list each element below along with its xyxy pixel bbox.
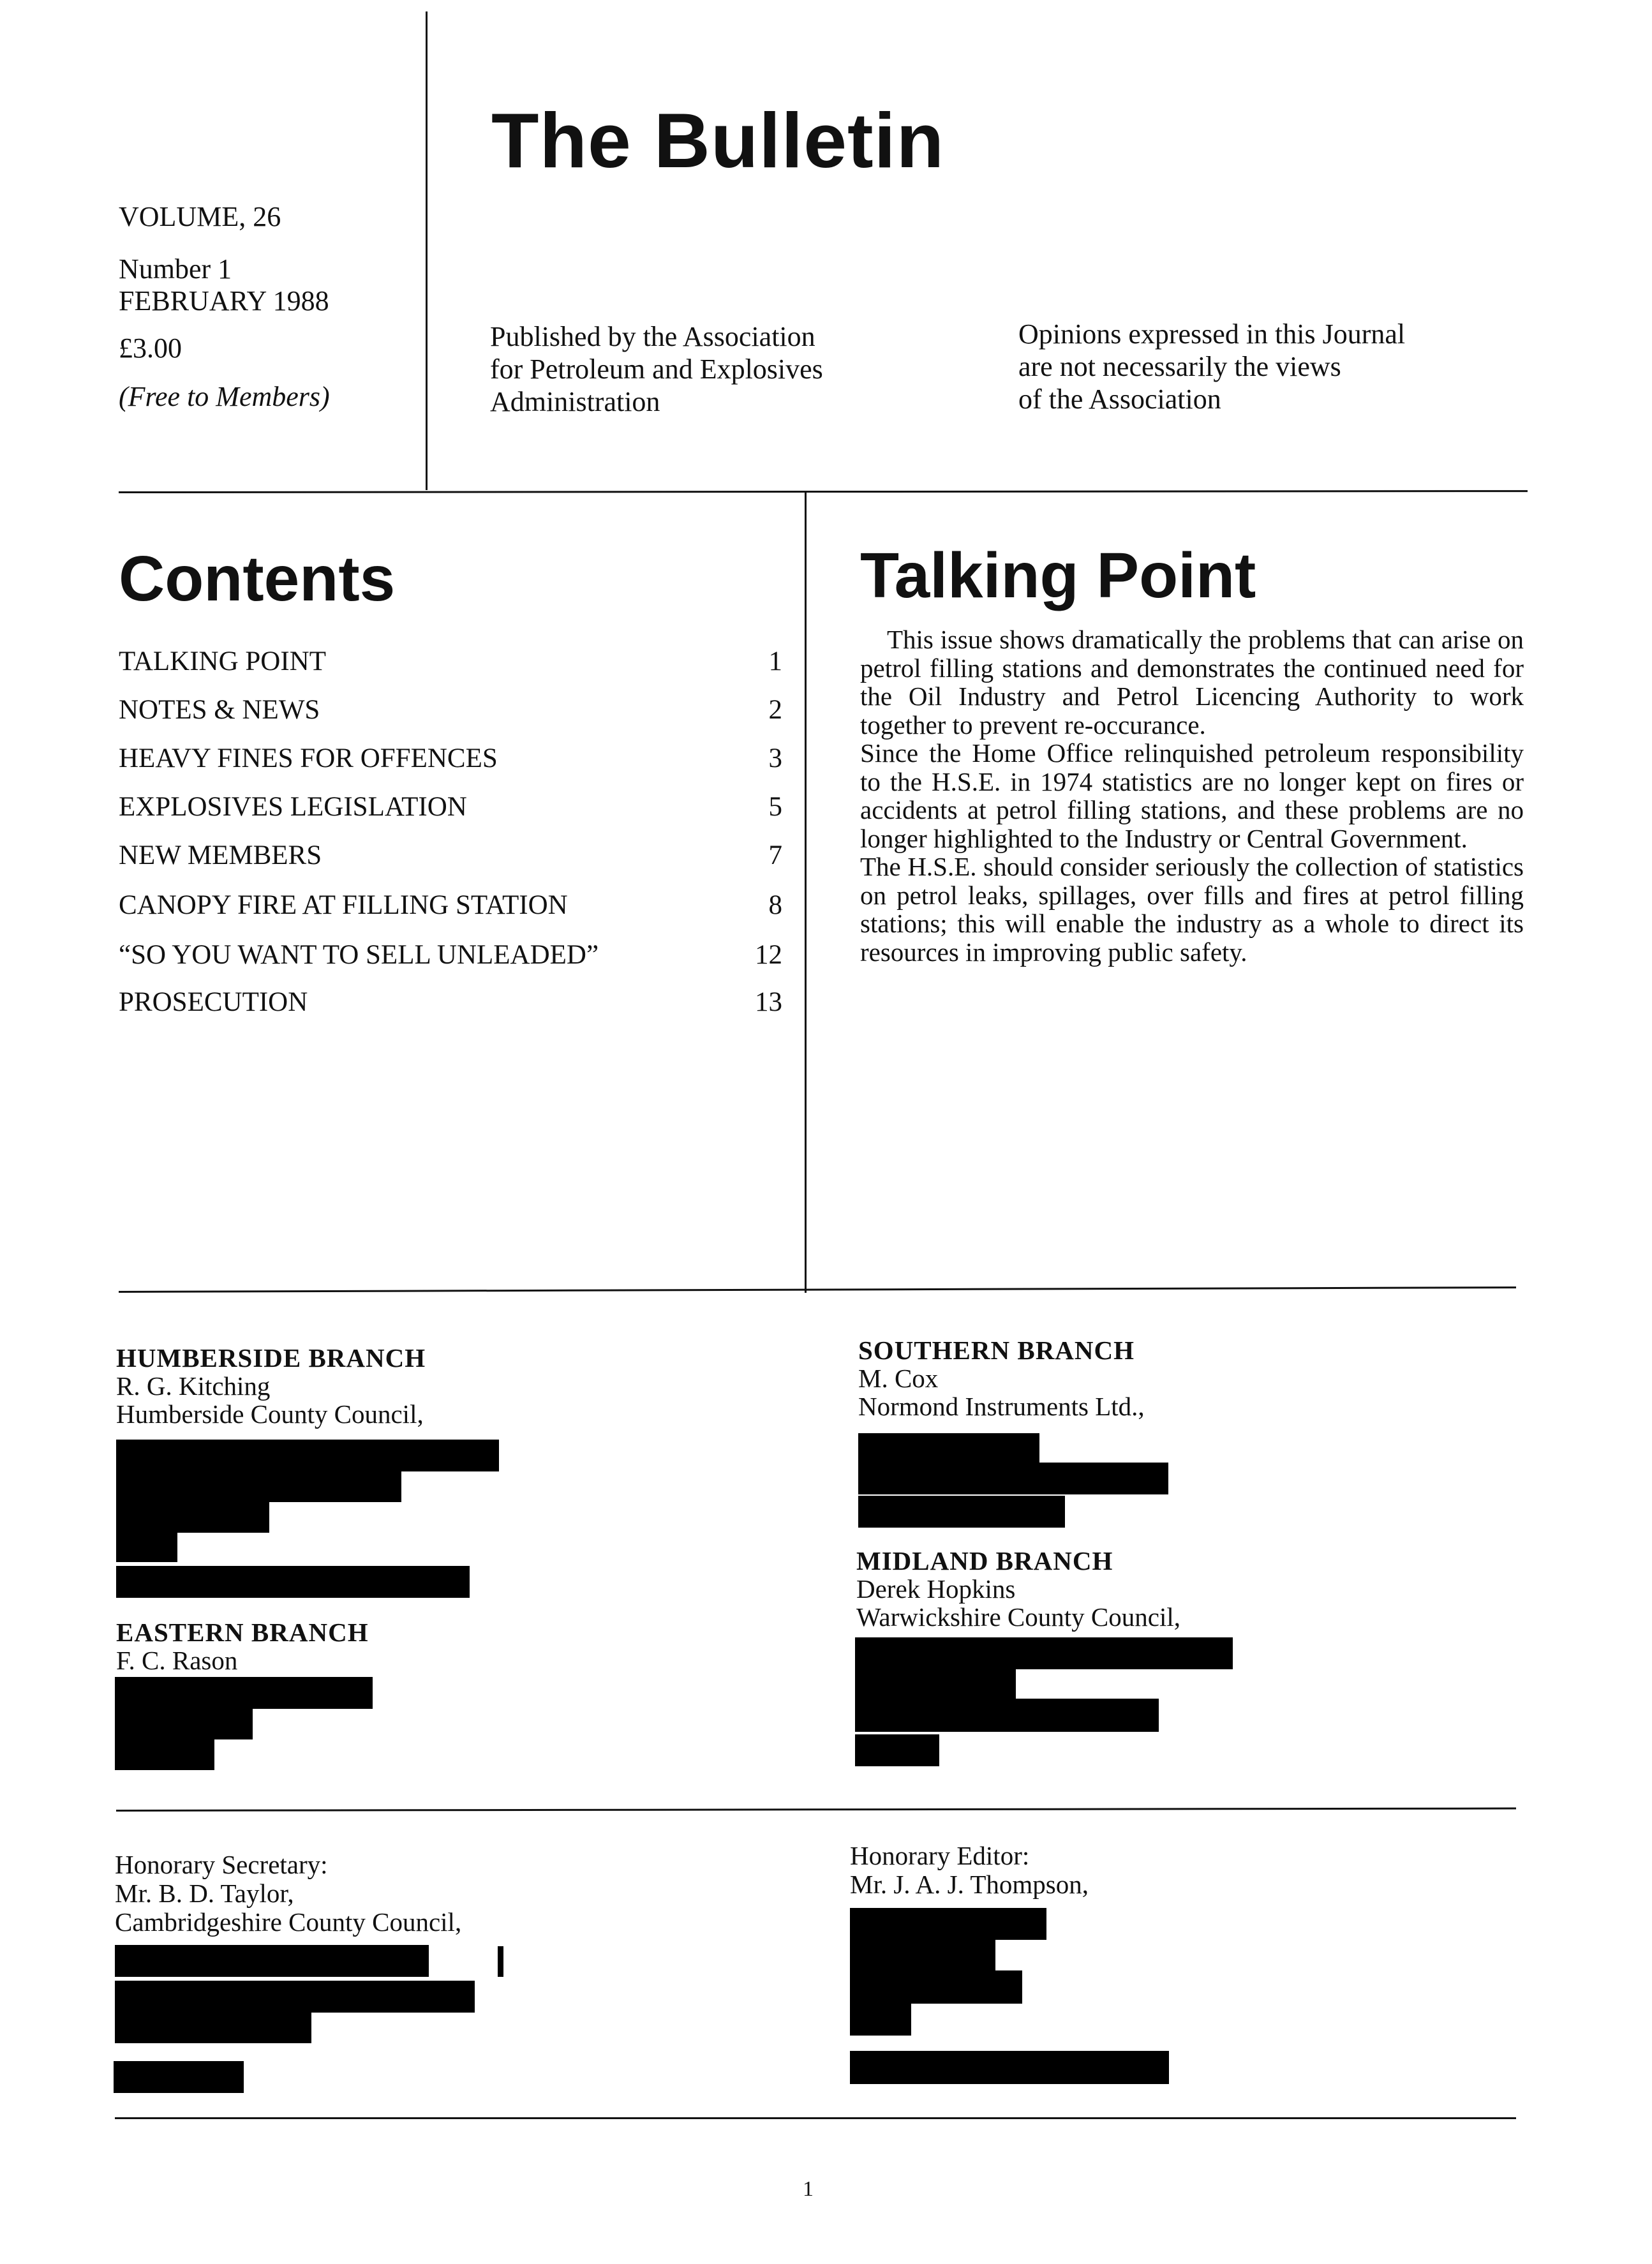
free-to-members: (Free to Members) [119,381,330,412]
contents-item-title: PROSECUTION [119,987,308,1017]
disclaimer-line: are not necessarily the views [1018,351,1341,382]
contents-item-title: NOTES & NEWS [119,695,320,725]
publication-title: The Bulletin [491,97,945,184]
publisher-line: for Petroleum and Explosives [490,354,823,385]
branch-name: SOUTHERN BRANCH [858,1336,1135,1365]
contents-item-title: HEAVY FINES FOR OFFENCES [119,743,498,773]
redaction-bar [850,1940,995,1972]
southern-branch [858,1336,1145,1420]
redaction-bar [115,1945,429,1977]
branches-bottom-rule [116,1808,1516,1812]
contents-bottom-rule [119,1286,1516,1293]
redaction-bar [498,1946,503,1977]
contents-item-title: EXPLOSIVES LEGISLATION [119,792,467,822]
contents-item [119,939,782,978]
branch-contact-name: M. Cox [858,1364,939,1393]
contents-item-page: 1 [768,646,782,676]
branch-organisation: Humberside County Council, [116,1399,424,1429]
redaction-bar [850,1908,1046,1940]
branch-contact-name: Derek Hopkins [856,1574,1016,1604]
contents-item-page: 8 [768,890,782,920]
redaction-bar [115,1738,214,1770]
contents-item-page: 12 [755,940,782,970]
talking-point-paragraph: Since the Home Office relinquished petroleum responsibility to the H.S.E. in 1974 statistics are no longer kept on fires or accidents at petrol filling stations, and these problems are no longer highlighted to the Industry or Central Government. [860,738,1524,853]
redaction-bar [116,1531,177,1562]
branch-organisation: Normond Instruments Ltd., [858,1392,1145,1421]
contents-item [119,840,782,878]
contents-item [119,791,782,830]
disclaimer-line: of the Association [1018,384,1221,415]
redaction-bar [114,2061,244,2093]
contents-item [119,694,782,733]
eastern-branch [116,1618,369,1674]
issue-date: FEBRUARY 1988 [119,285,329,317]
redaction-bar [850,1970,1022,2004]
officer-role: Honorary Secretary: [115,1850,328,1879]
branch-contact-name: F. C. Rason [116,1646,238,1675]
branch-name: HUMBERSIDE BRANCH [116,1343,426,1373]
honorary-secretary [115,1851,461,1937]
redaction-bar [855,1637,1233,1669]
contents-item-title: CANOPY FIRE AT FILLING STATION [119,890,568,920]
contents-item [119,743,782,781]
redaction-bar [116,1566,470,1598]
redaction-bar [855,1699,1159,1732]
officer-name: Mr. J. A. J. Thompson, [850,1870,1089,1899]
talking-point-heading: Talking Point [860,540,1256,611]
talking-point-body [860,625,1524,966]
redaction-bar [855,1669,1016,1700]
redaction-bar [116,1470,401,1502]
opinion-disclaimer [1018,318,1542,415]
contents-item-title: TALKING POINT [119,646,326,676]
redaction-bar [850,2004,911,2036]
contents-vertical-rule [805,493,807,1293]
redaction-bar [115,1677,373,1709]
contents-item-page: 7 [768,840,782,870]
talking-point-paragraph: The H.S.E. should consider seriously the collection of statistics on petrol leaks, spillages, over fills and fires at petrol filling stations; this will enable the industry as a whole to direct its resources in improving public safety. [860,852,1524,967]
contents-item-page: 13 [755,987,782,1017]
publisher-line: Published by the Association [490,321,815,352]
disclaimer-line: Opinions expressed in this Journal [1018,318,1406,350]
contents-item [119,646,782,684]
redaction-bar [858,1463,1168,1494]
issue-number: Number 1 [119,253,232,285]
branch-organisation: Warwickshire County Council, [856,1602,1180,1632]
masthead-bottom-rule [119,490,1528,493]
redaction-bar [850,2051,1169,2084]
contents-item-page: 2 [768,695,782,725]
price: £3.00 [119,332,182,364]
redaction-bar [858,1433,1039,1465]
contents-item-title: NEW MEMBERS [119,840,322,870]
contents-heading: Contents [119,543,396,614]
midland-branch [856,1547,1180,1631]
publisher-line: Administration [490,386,660,417]
contents-item-title: “SO YOU WANT TO SELL UNLEADED” [119,940,599,970]
officer-role: Honorary Editor: [850,1841,1030,1870]
redaction-bar [115,1981,475,2013]
redaction-bar [858,1496,1065,1528]
officer-name: Mr. B. D. Taylor, [115,1879,294,1908]
redaction-bar [115,2011,311,2043]
branch-name: MIDLAND BRANCH [856,1546,1113,1575]
contents-item [119,890,782,928]
redaction-bar [116,1440,499,1471]
honorary-editor [850,1842,1089,1899]
contents-item-page: 5 [768,792,782,822]
volume: VOLUME, 26 [119,201,281,232]
branch-name: EASTERN BRANCH [116,1618,369,1647]
contents-item [119,987,782,1025]
talking-point-paragraph: This issue shows dramatically the problems that can arise on petrol filling stations and demonstrates the continued need for the Oil Industry and Petrol Licencing Authority to work together to prevent re-occurance. [860,625,1524,740]
page-number: 1 [803,2177,814,2201]
redaction-bar [116,1501,269,1533]
redaction-bar [855,1734,939,1766]
publisher-note [490,320,975,418]
branch-contact-name: R. G. Kitching [116,1371,271,1401]
officers-bottom-rule [115,2117,1516,2119]
officer-organisation: Cambridgeshire County Council, [115,1907,462,1937]
humberside-branch [116,1344,426,1428]
masthead-vertical-rule [426,11,428,490]
redaction-bar [115,1708,253,1739]
contents-item-page: 3 [768,743,782,773]
